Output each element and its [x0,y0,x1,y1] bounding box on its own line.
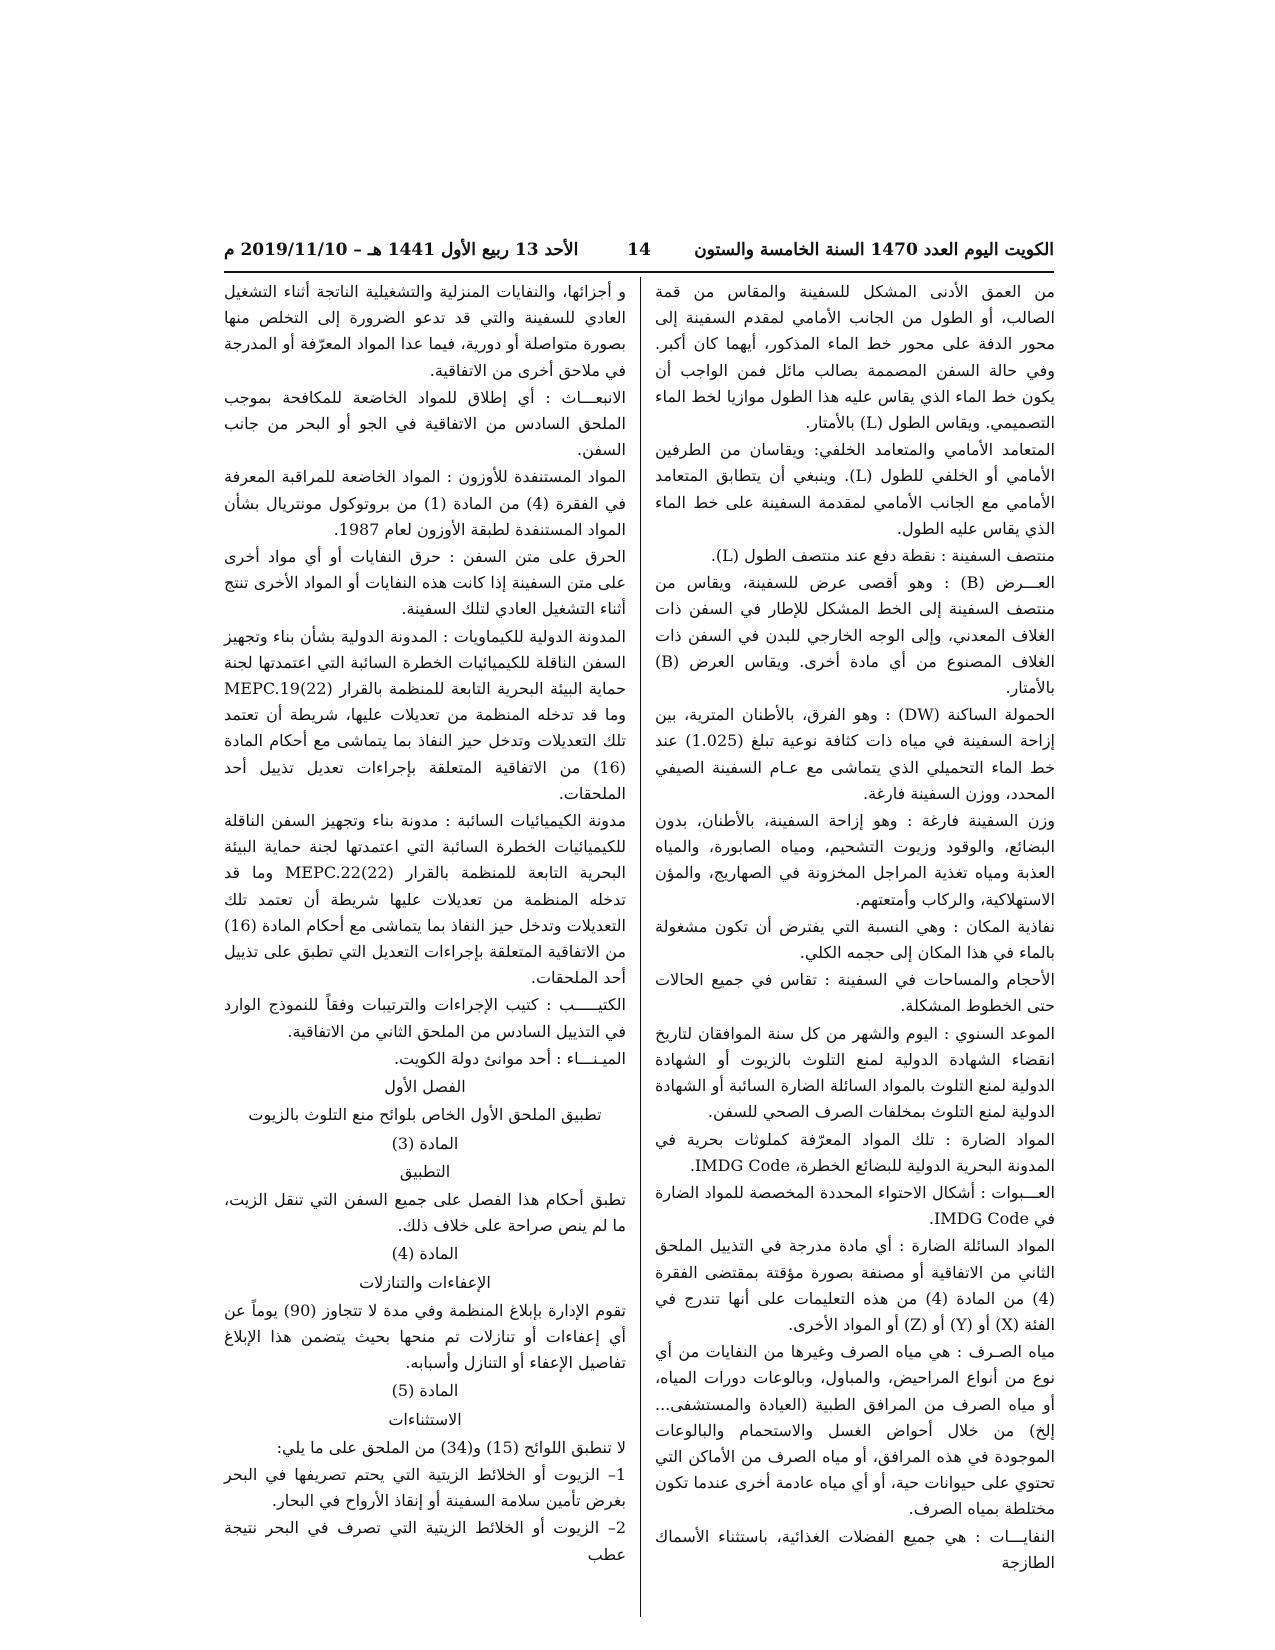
paragraph: و أجزائها، والنفايات المنزلية والتشغيلية الناتجة أثناء التشغيل العادي للسفينة والتي قد تدعو الضرورة إلى التخلص منها بصورة متواصلة أو دورية، فيما عدا المواد المعرّفة أو المدرجة في ملاحق أخرى من الاتفاقية. [224,282,626,380]
paragraph: النفايـــات : هي جميع الفضلات الغذائية، باستثناء الأسماك الطازجة [655,1526,1055,1572]
paragraph: المواد الضارة : تلك المواد المعرّفة كملوثات بحرية في المدونة البحرية الدولية للبضائع الخطرة، IMDG Code. [655,1129,1055,1175]
paragraph: العـــرض (B) : وهو أقصى عرض للسفينة، ويقاس من منتصف السفينة إلى الخط المشكل للإطار في السفن ذات الغلاف المعدني، وإلى الوجه الخارجي للبدن في السفن ذات الغلاف المصنوع من أي مادة أخرى. ويقاس العرض (B) بالأمتار. [655,573,1055,698]
right-column [655,279,1055,1577]
paragraph: الميـنـــاء : أحد موانئ دولة الكويت. [394,1048,626,1068]
article-3-number: المادة (3) [391,1133,459,1153]
paragraph: منتصف السفينة : نقطة دفع عند منتصف الطول (L). [710,546,1055,566]
article-5-number: المادة (5) [391,1381,459,1401]
paragraph: الحرق على متن السفن : حرق النفايات أو أي مواد أخرى على متن السفينة إذا كانت هذه النفايات أو المواد الأخرى تنتج أثناء التشغيل العادي لتلك السفينة. [224,547,626,619]
header-rule [224,271,1054,273]
article-4-number: المادة (4) [391,1244,459,1264]
paragraph: وزن السفينة فارغة : وهو إزاحة السفينة، بالأطنان، بدون البضائع، والوقود وزيوت التشحيم، ومياه الصابورة، والمياه العذبة ومياه تغذية المراجل المخزونة في الصهاريج، والمؤن الاستهلاكية، والركاب وأمتعتهم. [655,811,1055,909]
paragraph: الحمولة الساكنة (DW) : وهو الفرق، بالأطنان المترية، بين إزاحة السفينة في مياه ذات كثافة نوعية تبلغ (1.025) عند خط الماء التحميلي الذي يتماشى مع عـام السفينة الصيفي المحدد، ووزن السفينة فارغة. [655,705,1055,803]
paragraph: الانبعـــاث : أي إطلاق للمواد الخاضعة للمكافحة بموجب الملحق السادس من الاتفاقية في الجو أو البحر من جانب السفن. [224,387,626,460]
article-5-item: 2– الزيوت أو الخلائط الزيتية التي تصرف في البحر نتيجة عطب [224,1518,626,1564]
paragraph: مياه الصـرف : هي مياه الصرف وغيرها من النفايات من أي نوع من أنواع المراحيض، والمباول، وبالوعات دورات المياه، أو مياه الصرف من المرافق الطبية (العيادة والمستشفى... إلخ) من خلال أحواض الغسل والاستحمام والبالوعات الموجودة في هذه المرافق، أو مياه الصرف من الأماكن التي تحتوي على حيوانات حية، أو أي مياه عادمة أخرى عندما تكون مختلطة بمياه الصرف. [655,1342,1055,1519]
article-4-text: تقوم الإدارة بإبلاغ المنظمة وفي مدة لا تتجاوز (90) يوماً عن أي إعفاءات أو تنازلات تم منحها بحيث يتضمن هذا الإبلاغ تفاصيل الإعفاء أو التنازل وأسبابه. [224,1300,626,1373]
left-column [224,279,626,1569]
paragraph: الكتيـــــب : كتيب الإجراءات والترتيبات وفقاً للنموذج الوارد في التذييل السادس من الملحق الثاني من الاتفاقية. [224,995,626,1041]
paragraph: المواد المستنفدة للأوزون : المواد الخاضعة للمراقبة المعرفة في الفقرة (4) من المادة (1) من بروتوكول مونتريال بشأن المواد المستنفدة لطبقة الأوزون لعام 1987. [224,467,626,539]
chapter-subtitle: تطبيق الملحق الأول الخاص بلوائح منع التلوث بالزيوت [248,1105,602,1125]
paragraph: مدونة الكيميائيات السائبة : مدونة بناء وتجهيز السفن الناقلة للكيميائيات الخطرة السائبة التي اعتمدتها لجنة حماية البيئة البحرية التابعة للمنظمة بالقرار MEPC.22(22) وما قد تدخله المنظمة من تعديلات عليها شريطة أن تعتمد تلك التعديلات وتدخل حيز النفاذ بما يتماشى مع أحكام المادة (16) من الاتفاقية المتعلقة بإجراءات التعديل التي تطبق على تذييل أحد الملحقات. [224,811,627,988]
article-3-heading: التطبيق [399,1161,451,1181]
page-number: 14 [627,240,651,260]
paragraph: المدونة الدولية للكيماويات : المدونة الدولية بشأن بناء وتجهيز السفن الناقلة للكيميائيات الخطرة السائبة التي اعتمدتها لجنة حماية البيئة البحرية التابعة للمنظمة بالقرار MEPC.19(22) وما قد تدخله المنظمة من تعديلات عليها، شريطة أن تعتمد تلك التعديلات وتدخل حيز النفاذ بما يتماشى مع أحكام المادة (16) من الاتفاقية المتعلقة بإجراءات تعديل تذييل أحد الملحقات. [224,626,626,803]
header-date: الأحد 13 ربيع الأول 1441 هـ – 2019/11/10 م [224,240,579,260]
paragraph: العـــبوات : أشكال الاحتواء المحددة المخصصة للمواد الضارة في IMDG Code. [655,1182,1055,1229]
article-3-text: تطبق أحكام هذا الفصل على جميع السفن التي تنقل الزيت، ما لم ينص صراحة على خلاف ذلك. [224,1189,626,1236]
article-5-item: 1– الزيوت أو الخلائط الزيتية التي يحتم تصريفها في البحر بغرض تأمين سلامة السفينة أو إنقاذ الأرواح في البحار. [224,1464,626,1511]
paragraph: المواد السائلة الضارة : أي مادة مدرجة في التذييل الملحق الثاني من الاتفاقية أو مصنفة بصورة مؤقتة بمقتضى الفقرة (4) من المادة (4) من هذه التعليمات على أنها تندرج في الفئة (X) أو (Y) أو (Z) أو المواد الأخرى. [655,1236,1055,1334]
chapter-title: الفصل الأول [384,1077,466,1097]
paragraph: الأحجام والمساحات في السفينة : تقاس في جميع الحالات حتى الخطوط المشكلة. [655,970,1055,1016]
paragraph: من العمق الأدنى المشكل للسفينة والمقاس من قمة الصالب، أو الطول من الجانب الأمامي لمقدم السفينة إلى محور الدفة على محور خط الماء المذكور، أيهما كان أكبر. وفي حالة السفن المصممة بصالب مائل فمن الواجب أن يكون خط الماء الذي يقاس عليه هذا الطول موازيا لخط الماء التصميمي. ويقاس الطول (L) بالأمتار. [655,282,1055,433]
article-5-intro: لا تنطبق اللوائح (15) و(34) من الملحق على ما يلي: [276,1437,626,1457]
paragraph: الموعد السنوي : اليوم والشهر من كل سنة الموافقان لتاريخ انقضاء الشهادة الدولية لمنع التلوث بالزيوت أو الشهادة الدولية لمنع التلوث بالمواد السائلة الضارة السائبة أو الشهادة الدولية لمنع التلوث بمخلفات الصرف الصحي للسفن. [655,1023,1055,1122]
page-header [224,236,1054,270]
paragraph: نفاذية المكان : وهي النسبة التي يفترض أن تكون مشغولة بالماء في هذا المكان إلى حجمه الكلي. [655,916,1055,963]
column-divider [640,277,641,1617]
paragraph: المتعامد الأمامي والمتعامد الخلفي: ويقاسان من الطرفين الأمامي أو الخلفي للطول (L). وينبغي أن يتطابق المتعامد الأمامي مع الجانب الأمامي لمقدمة السفينة على خط الماء الذي يقاس عليه الطول. [655,440,1055,538]
article-5-heading: الاستثناءات [388,1409,462,1429]
header-publication: الكويت اليوم العدد 1470 السنة الخامسة والستون [694,240,1054,260]
article-4-heading: الإعفاءات والتنازلات [359,1272,491,1292]
